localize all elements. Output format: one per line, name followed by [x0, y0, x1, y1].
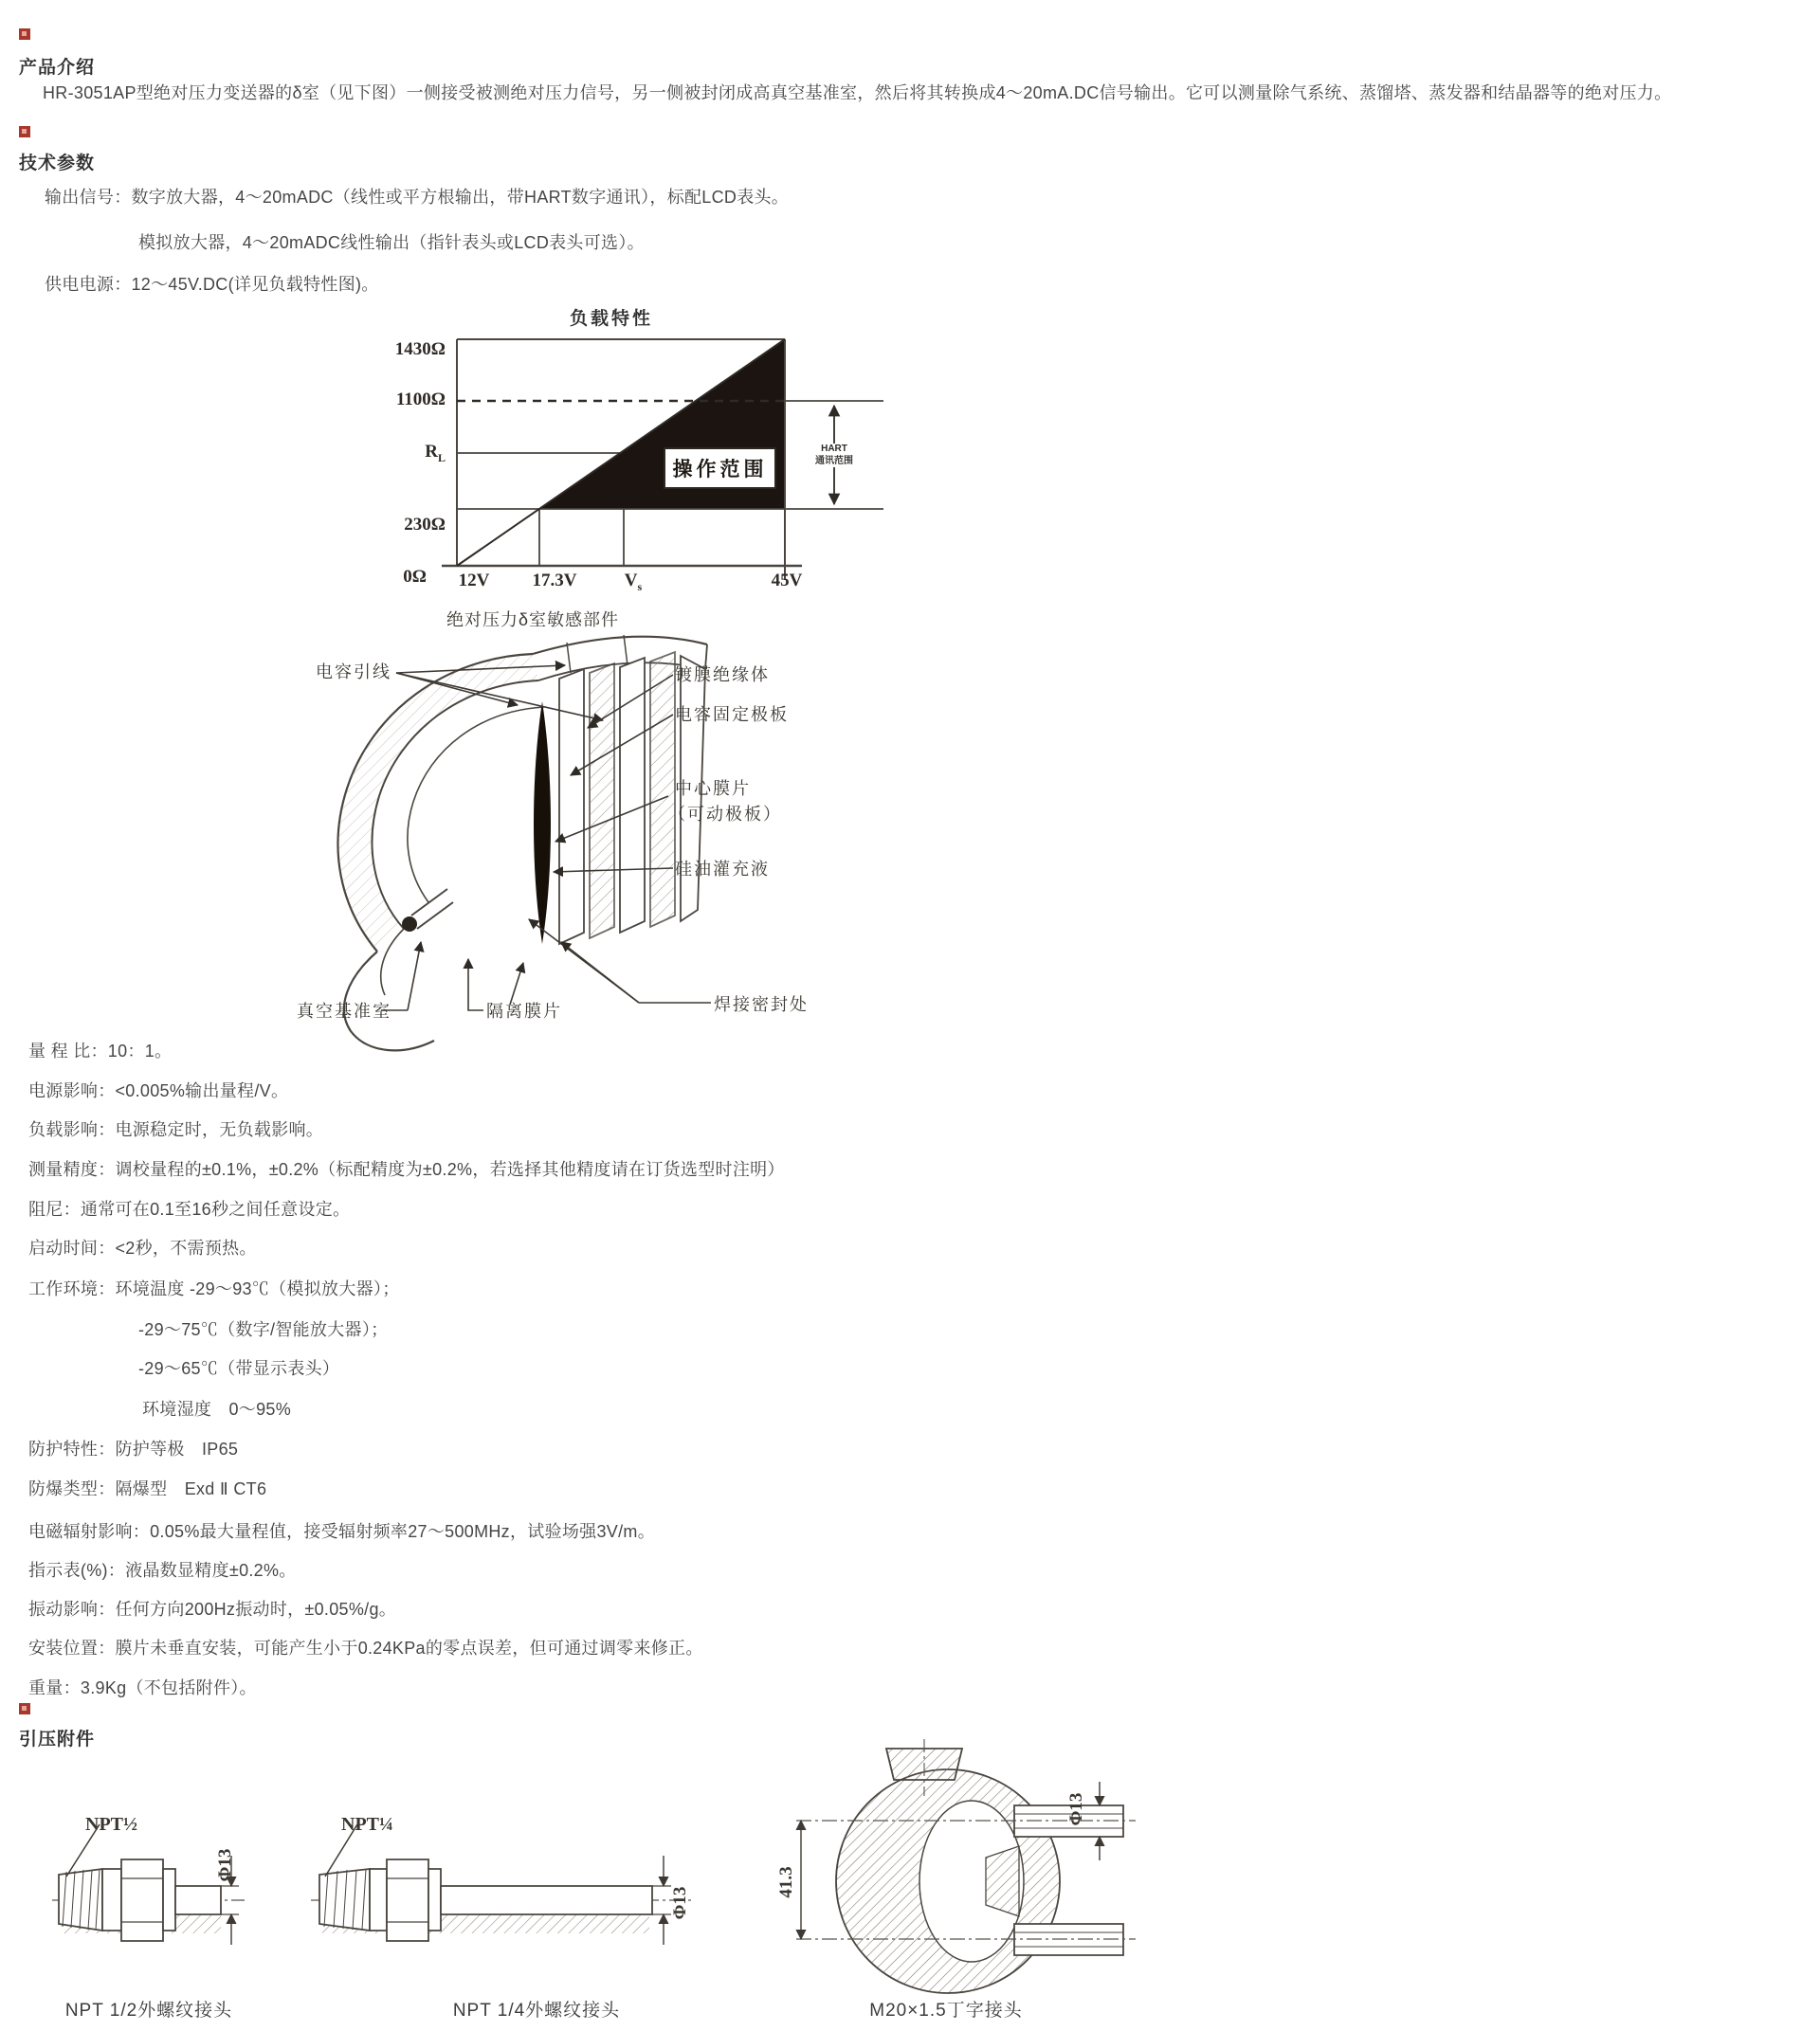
- tech-heading: 技术参数: [19, 154, 96, 173]
- chart-title: 负载特性: [569, 309, 653, 329]
- spec-line: 安装位置：膜片未垂直安装，可能产生小于0.24KPa的零点误差，但可通过调零来修正。: [28, 1639, 703, 1658]
- spec-line: 启动时间：<2秒，不需预热。: [28, 1239, 257, 1258]
- x-tick-vs: $V_s$: [624, 571, 643, 593]
- fitting2-diameter-dim: Φ13: [670, 1886, 690, 1920]
- spec-line: -29～65℃（带显示表头）: [138, 1359, 340, 1378]
- sensor-diagram-caption: 绝对压力δ室敏感部件: [446, 610, 620, 629]
- tech-line: 模拟放大器，4～20mADC线性输出（指针表头或LCD表头可选）。: [138, 233, 645, 252]
- fitting1-caption: NPT 1/2外螺纹接头: [64, 2001, 233, 2021]
- fitting-npt14-drawing: [311, 1824, 694, 1945]
- operating-range-label: 操作范围: [664, 447, 776, 489]
- x-tick-17-3v: 17.3V: [532, 571, 577, 590]
- spec-line: 重量：3.9Kg（不包括附件）。: [28, 1678, 257, 1697]
- label-fixed-plate: 电容固定极板: [675, 705, 789, 724]
- hart-range-label: HART 通讯范围: [798, 444, 870, 467]
- section-bullet-icon: [19, 1703, 30, 1714]
- label-center-diaphragm: 中心膜片: [675, 779, 751, 798]
- spec-line: 防护特性：防护等极 IP65: [28, 1440, 239, 1459]
- spec-line: 指示表(%)：液晶数显精度±0.2%。: [28, 1561, 297, 1580]
- fittings-drawings: [38, 1734, 1138, 2031]
- spec-line: 阻尼：通常可在0.1至16秒之间任意设定。: [28, 1200, 351, 1219]
- section-bullet-icon: [19, 126, 30, 137]
- spec-line: -29～75℃（数字/智能放大器）；: [138, 1320, 389, 1339]
- label-vacuum-reference: 真空基准室: [297, 1002, 391, 1021]
- fill-tube-tip: [402, 916, 417, 932]
- y-tick-230: 230Ω: [404, 515, 446, 535]
- y-tick-1100: 1100Ω: [395, 390, 446, 409]
- section-bullet-icon: [19, 28, 30, 40]
- tech-line: 输出信号：数字放大器，4～20mADC（线性或平方根输出，带HART数字通讯），标配LCD表头。: [45, 188, 790, 207]
- spec-line: 测量精度：调校量程的±0.1%，±0.2%（标配精度为±0.2%，若选择其他精度请在订货选型时注明）: [28, 1160, 785, 1179]
- label-silicone-oil: 硅油灌充液: [675, 860, 770, 879]
- y-tick-0: 0Ω: [403, 567, 427, 587]
- fittings-heading: 引压附件: [19, 1730, 96, 1750]
- fitting3-caption: M20×1.5丁字接头: [869, 2001, 1023, 2021]
- spec-line: 工作环境：环境温度 -29～93℃（模拟放大器）；: [28, 1279, 400, 1298]
- fitting-m20-drawing: [796, 1739, 1136, 1993]
- fitting1-diameter-dim: Φ13: [215, 1848, 235, 1882]
- y-tick-1430: 1430Ω: [394, 339, 446, 359]
- label-capacitor-lead: 电容引线: [316, 662, 391, 681]
- spec-line: 负载影响：电源稳定时，无负载影响。: [28, 1120, 324, 1139]
- fitting3-diameter-dim: Φ13: [1066, 1792, 1086, 1826]
- intro-heading: 产品介绍: [19, 58, 96, 78]
- x-tick-45v: 45V: [771, 571, 803, 590]
- fitting2-caption: NPT 1/4外螺纹接头: [452, 2001, 621, 2021]
- fitting1-thread-label: NPT½: [85, 1814, 137, 1835]
- label-movable-plate: （可动极板）: [668, 805, 782, 824]
- intro-paragraph: HR-3051AP型绝对压力变送器的δ室（见下图）一侧接受被测绝对压力信号，另一侧被封闭成高真空基准室，然后将其转换成4～20mA.DC信号输出。它可以测量除气系统、蒸馏塔、蒸发器和结晶器等的绝对压力。: [43, 83, 1672, 102]
- label-coated-insulator: 镀膜绝缘体: [675, 665, 770, 684]
- spec-line: 振动影响：任何方向200Hz振动时，±0.05%/g。: [28, 1600, 397, 1619]
- label-isolation-diaphragm: 隔离膜片: [486, 1002, 562, 1021]
- x-tick-12v: 12V: [458, 571, 490, 590]
- spec-line: 环境湿度 0～95%: [142, 1400, 292, 1419]
- fitting3-height-dim: 41.3: [776, 1866, 796, 1898]
- y-tick-rl: $R_L$: [425, 442, 446, 464]
- center-diaphragm-cavity: [534, 701, 551, 944]
- fitting2-thread-label: NPT¼: [341, 1814, 393, 1835]
- tech-line: 供电电源：12～45V.DC(详见负载特性图)。: [45, 275, 379, 294]
- sensor-diagram-drawing: [284, 626, 957, 1033]
- spec-line: 电源影响：<0.005%输出量程/V。: [28, 1081, 289, 1100]
- spec-line: 量 程 比：10：1。: [28, 1042, 173, 1061]
- spec-line: 防爆类型：隔爆型 Exd Ⅱ CT6: [28, 1479, 267, 1498]
- spec-line: 电磁辐射影响：0.05%最大量程值，接受辐射频率27～500MHz，试验场强3V/m。: [28, 1522, 655, 1541]
- label-weld-seal: 焊接密封处: [714, 995, 809, 1014]
